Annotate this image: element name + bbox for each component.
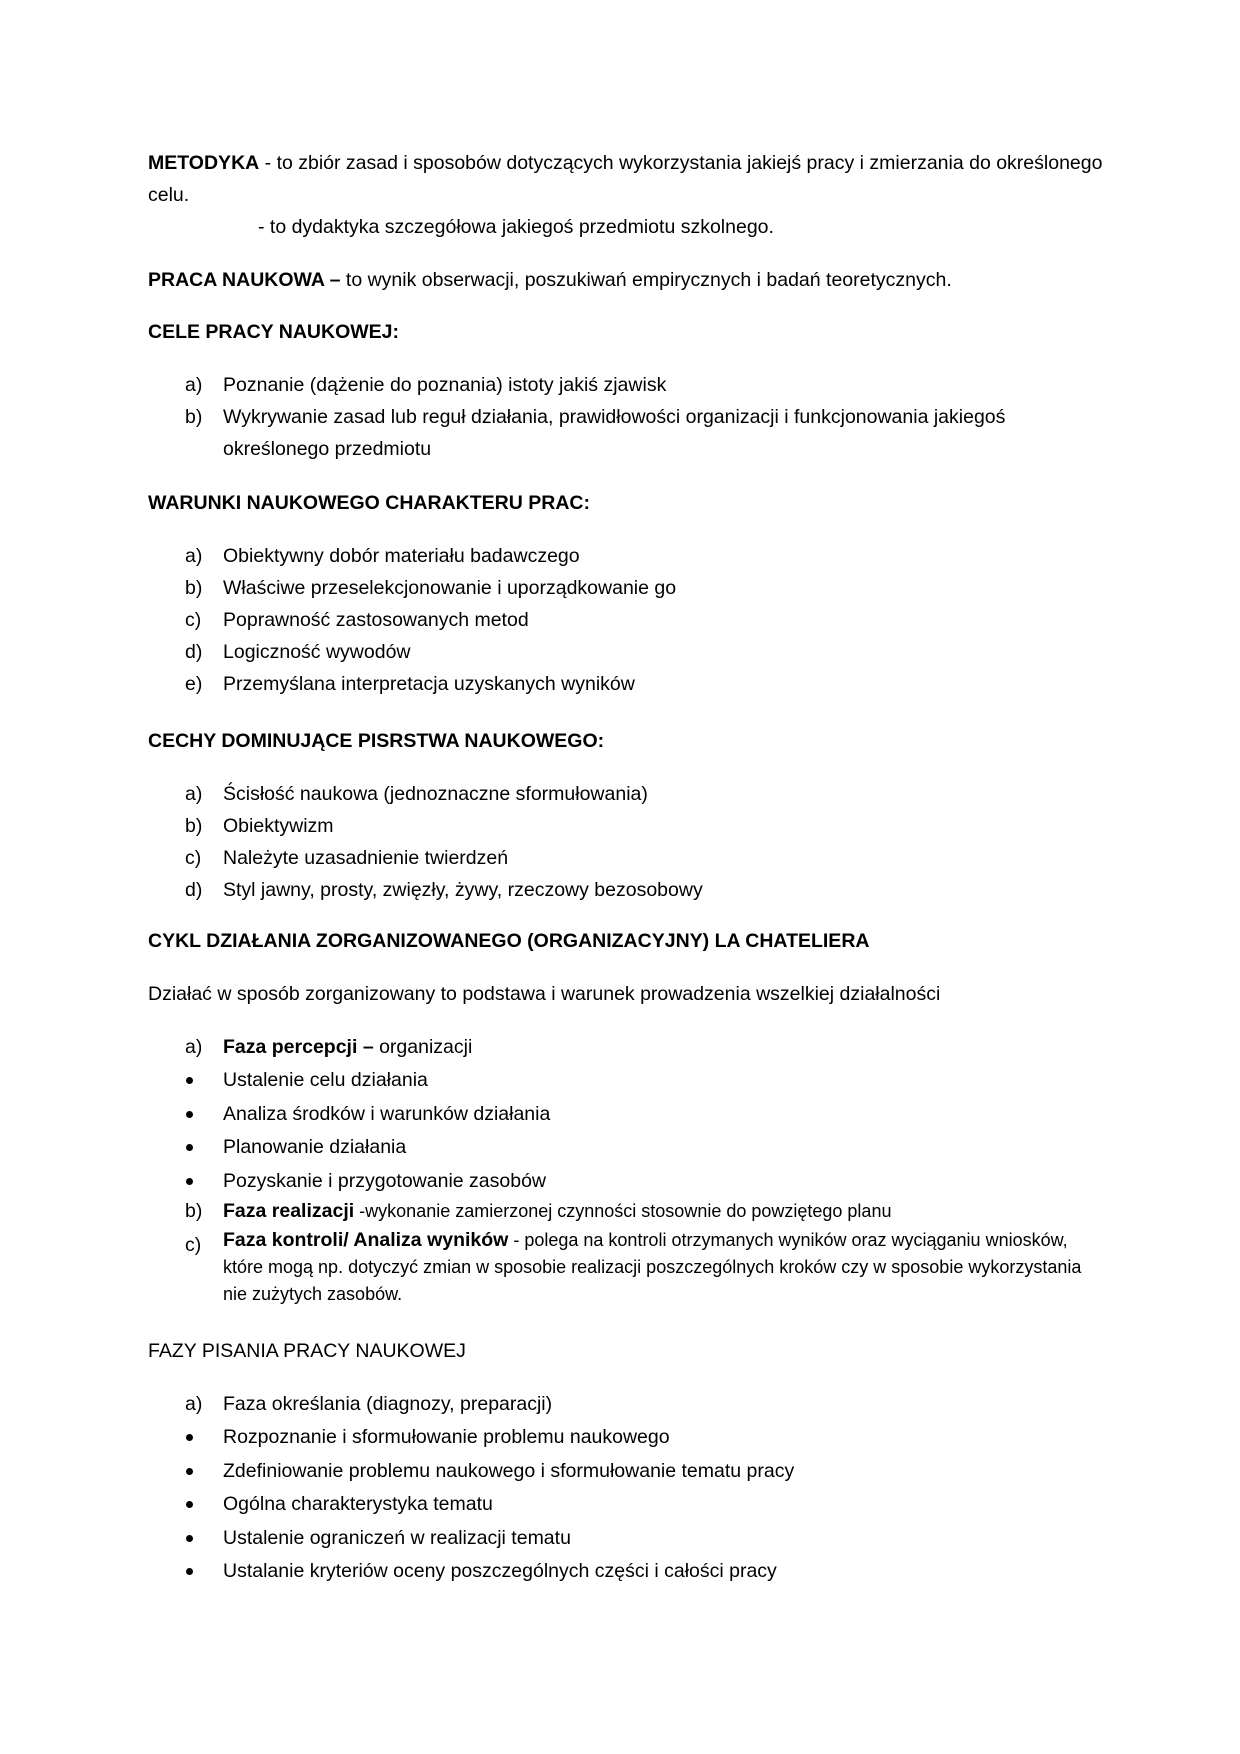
praca-naukowa-paragraph [148,264,1110,296]
list-item: Zdefiniowanie problemu naukowego i sformułowanie tematu pracy [148,1455,1110,1489]
list-item: b) Obiektywizm [185,815,334,837]
list-item: Ustalenie ograniczeń w realizacji tematu [148,1522,1110,1556]
faza-realizacji-label: Faza realizacji [223,1200,355,1222]
list-item: c) Należyte uzasadnienie twierdzeń [185,847,509,869]
metodyka-term: METODYKA [148,152,260,174]
metodyka-paragraph [148,147,1110,211]
cechy-heading: CECHY DOMINUJĄCE PISRSTWA NAUKOWEGO: [148,730,605,752]
list-item: a) Poznanie (dążenie do poznania) istoty jakiś zjawisk [185,374,667,396]
praca-naukowa-definition: to wynik obserwacji, poszukiwań empirycznych i badań teoretycznych. [340,269,952,291]
faza-percepcji-label: Faza percepcji – [223,1036,374,1058]
list-item: d) Logiczność wywodów [185,641,411,663]
list-item: a) Obiektywny dobór materiału badawczego [185,545,580,567]
list-item: a) Faza percepcji – organizacji Ustalenie celu działania Analiza środków i warunków działania Planowanie działania Pozyskanie i przygotowanie zasobów [148,1031,1110,1198]
list-item: Planowanie działania [148,1131,1110,1165]
faza-realizacji-item: b) Faza realizacji -wykonanie zamierzonej czynności stosownie do powziętego planu [185,1200,892,1222]
metodyka-definition-2: - to dydaktyka szczegółowa jakiegoś przedmiotu szkolnego. [258,216,774,238]
list-item: Ustalenie celu działania [148,1064,1110,1098]
cele-heading: CELE PRACY NAUKOWEJ: [148,321,399,343]
cele-list [148,369,1110,465]
fazy-heading: FAZY PISANIA PRACY NAUKOWEJ [148,1340,466,1362]
faza-okreslania-label: Faza określania (diagnozy, preparacji) [223,1393,553,1415]
list-item: c) Poprawność zastosowanych metod [185,609,529,631]
faza-percepcji-bullets [148,1064,1110,1198]
cykl-list [148,1031,1110,1198]
list-item: Rozpoznanie i sformułowanie problemu naukowego [148,1421,1110,1455]
cechy-list [148,778,1110,906]
praca-naukowa-term: PRACA NAUKOWA – [148,269,341,291]
faza-kontroli-label: Faza kontroli/ Analiza wyników [223,1229,509,1251]
list-item: Ustalanie kryteriów oceny poszczególnych części i całości pracy [148,1555,1110,1589]
metodyka-definition: - to zbiór zasad i sposobów dotyczących wykorzystania jakiejś pracy i zmierzania do określonego celu. [148,152,1103,206]
fazy-list [148,1388,1110,1589]
faza-okreslania-bullets [148,1421,1110,1589]
list-item: a) Faza określania (diagnozy, preparacji) Rozpoznanie i sformułowanie problemu naukowego Zdefiniowanie problemu naukowego i sformułowanie tematu pracy Ogólna charakterystyka tematu Ustalenie ograniczeń w realizacji tematu Ustalanie kryteriów oceny poszczególnych części i całości pracy [148,1388,1110,1589]
list-item: d) Styl jawny, prosty, zwięzły, żywy, rzeczowy bezosobowy [185,879,703,901]
warunki-list [148,540,1110,700]
faza-kontroli-item: c) Faza kontroli/ Analiza wyników - polega na kontroli otrzymanych wyników oraz wyciąganiu wniosków, które mogą np. dotyczyć zmian w sposobie realizacji poszczególnych kroków czy w sposobie wykorzystania nie zużytych zasobów. [185,1229,1082,1304]
list-item: a) Ścisłość naukowa (jednoznaczne sformułowania) [185,783,648,805]
list-item: b) Właściwe przeselekcjonowanie i uporządkowanie go [185,577,677,599]
warunki-heading: WARUNKI NAUKOWEGO CHARAKTERU PRAC: [148,492,590,514]
cykl-heading: CYKL DZIAŁANIA ZORGANIZOWANEGO (ORGANIZACYJNY) LA CHATELIERA [148,930,870,952]
list-item: Ogólna charakterystyka tematu [148,1488,1110,1522]
list-item: Analiza środków i warunków działania [148,1098,1110,1132]
list-item: Pozyskanie i przygotowanie zasobów [148,1165,1110,1199]
list-item: e) Przemyślana interpretacja uzyskanych wyników [185,673,635,695]
list-item: b) Wykrywanie zasad lub reguł działania, prawidłowości organizacji i funkcjonowania jakiegoś określonego przedmiotu [185,406,1006,460]
cykl-intro: Działać w sposób zorganizowany to podstawa i warunek prowadzenia wszelkiej działalności [148,983,941,1005]
